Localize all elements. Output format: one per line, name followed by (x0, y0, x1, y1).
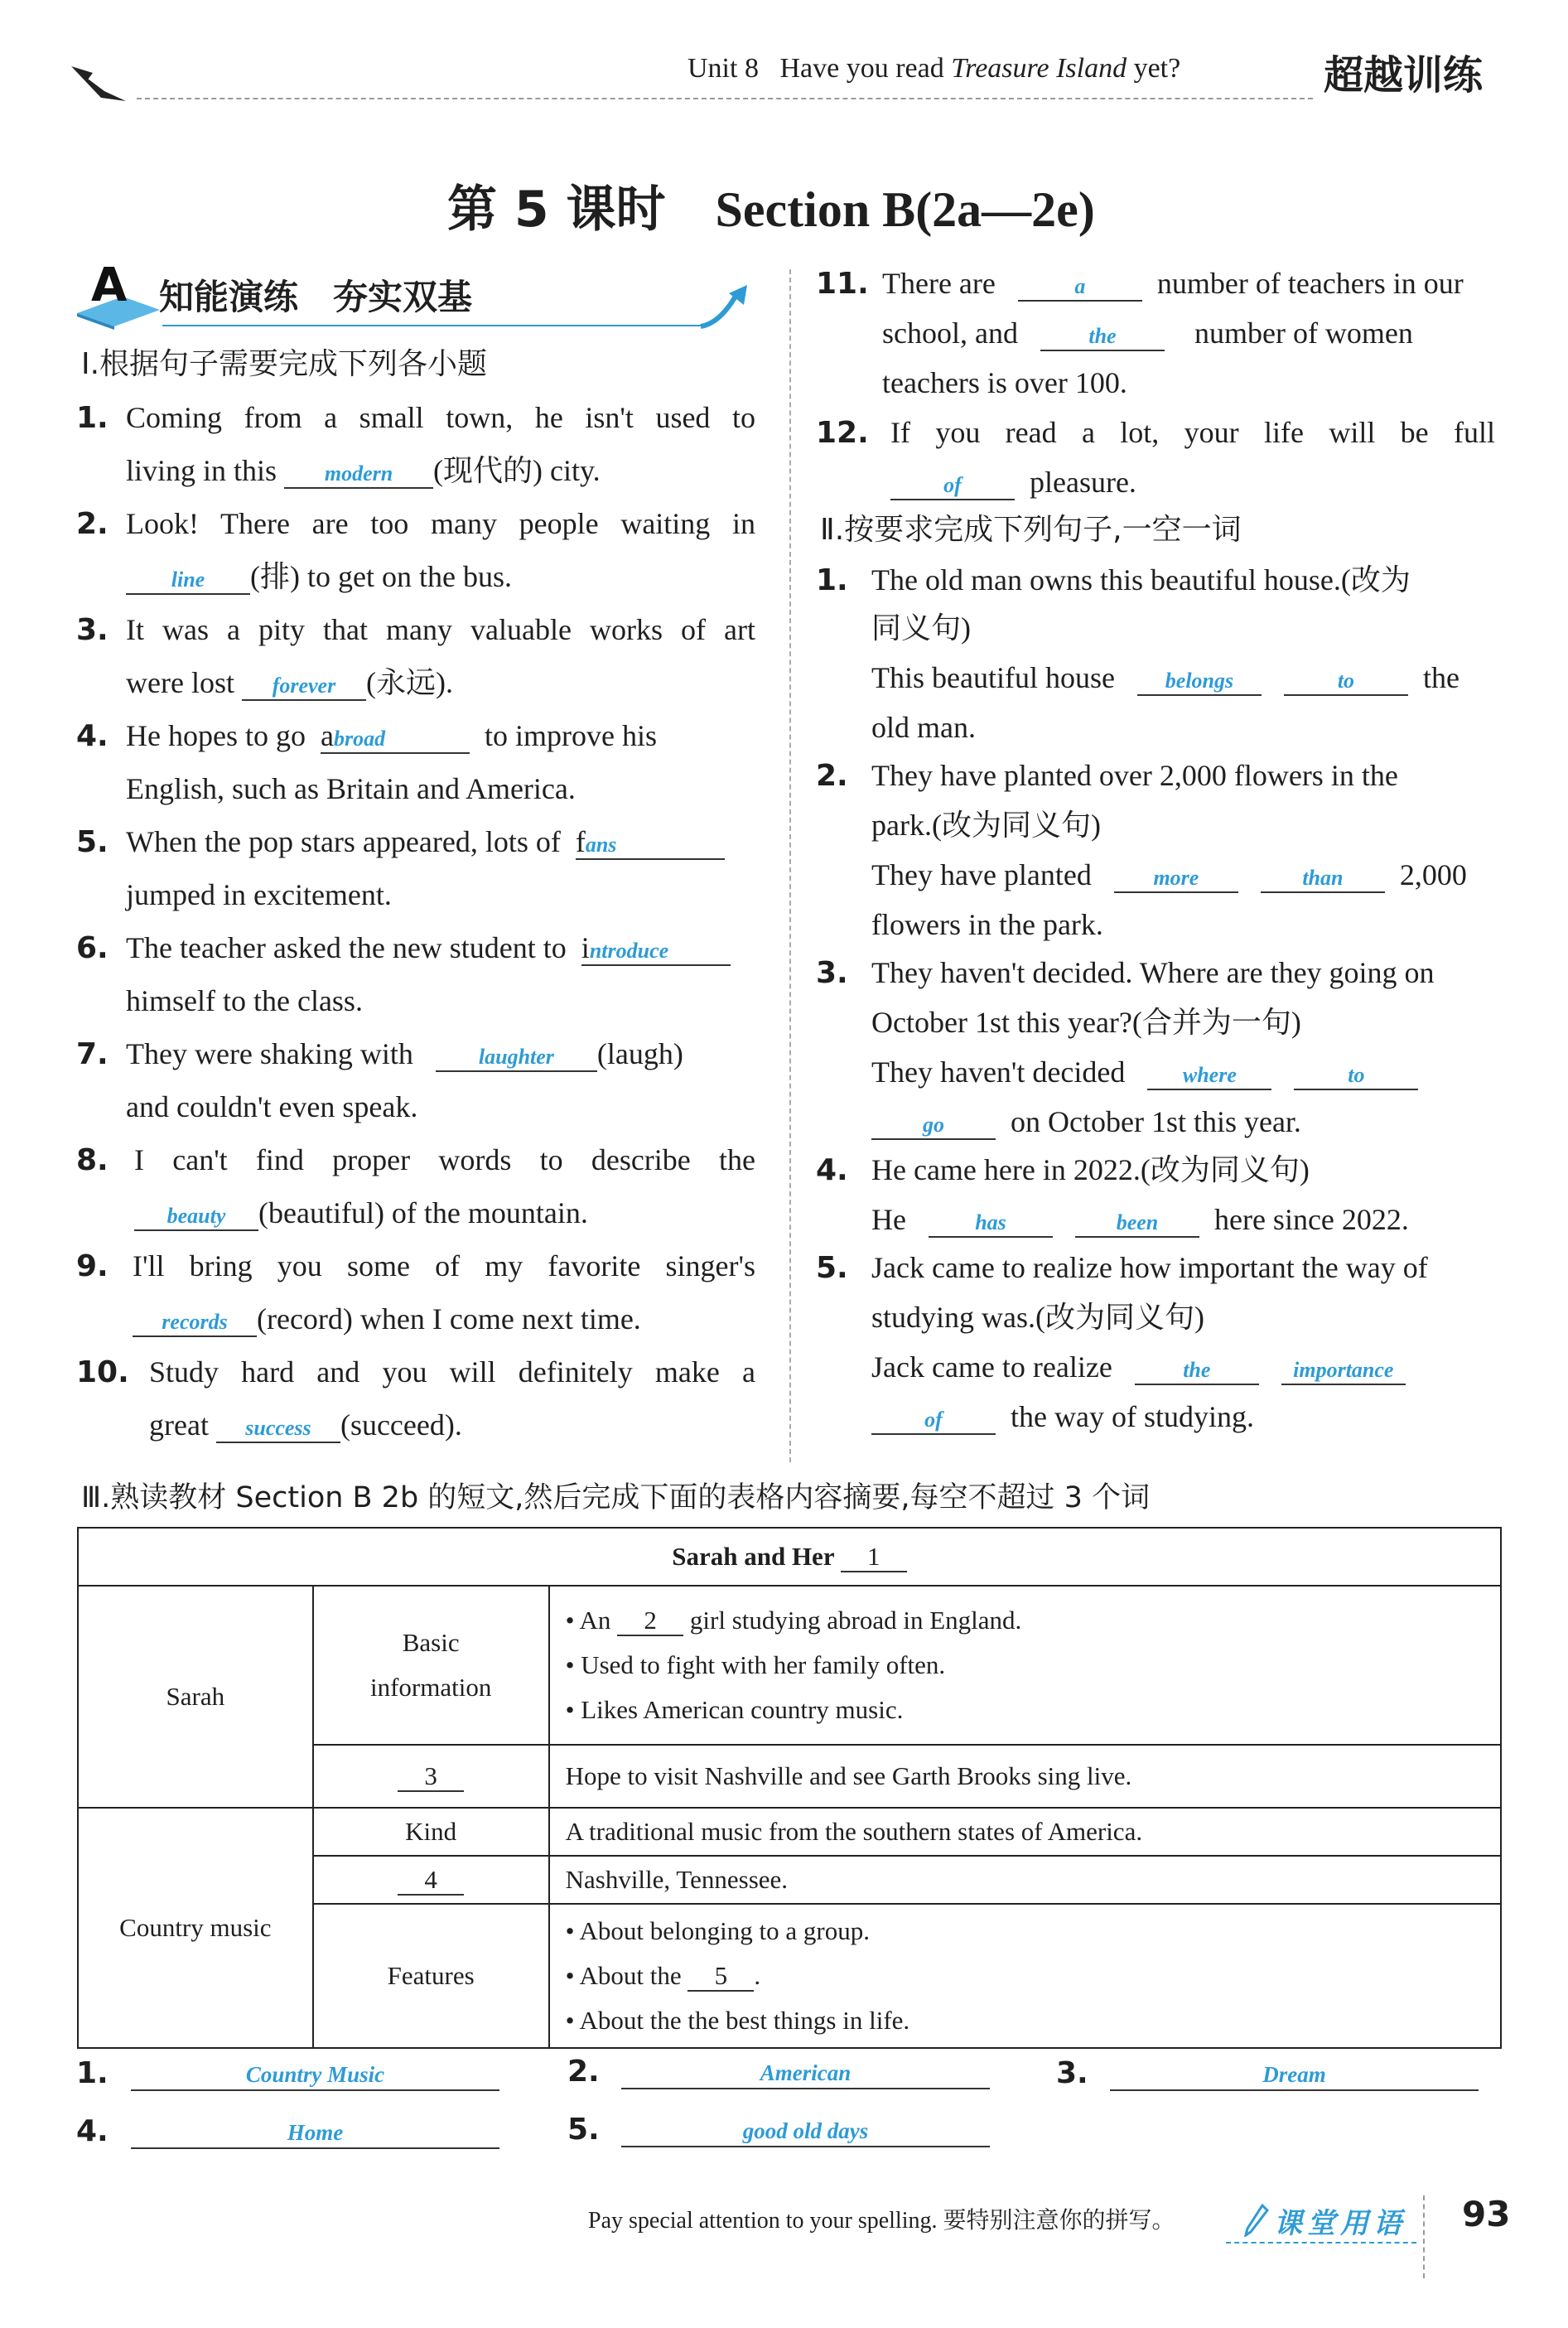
answer-blank[interactable]: ans (585, 833, 617, 857)
answer-blank[interactable]: to (1348, 1063, 1365, 1087)
brand-title: 超越训练 (1324, 52, 1484, 99)
pen-icon (1244, 2204, 1269, 2237)
table-blank[interactable]: 5 (688, 1962, 754, 1992)
answer-blank[interactable]: success (245, 1416, 311, 1440)
answer-blank[interactable]: ntroduce (589, 939, 669, 963)
hope-text: Hope to visit Nashville and see Garth Brooks sing live. (565, 1761, 1132, 1790)
answer-blank[interactable]: go (923, 1113, 944, 1137)
answer-blank[interactable]: to (1337, 669, 1355, 693)
answer-blank[interactable]: beauty (166, 1204, 226, 1228)
answer-blank[interactable]: records (162, 1310, 228, 1334)
answer-line[interactable]: Country Music (245, 2062, 385, 2087)
answer-blank[interactable]: more (1153, 866, 1199, 890)
answer-blank[interactable]: modern (324, 461, 393, 485)
answer-blank[interactable]: the (1183, 1358, 1211, 1382)
basic-info-label: Basic information (313, 1586, 549, 1745)
answer-line[interactable]: American (760, 2060, 852, 2085)
footer-note: Pay special attention to your spelling. 要特别注意你的拼写。 (588, 2208, 1175, 2234)
answer-blank[interactable]: importance (1293, 1358, 1394, 1382)
lesson-title: 第 5 课时 Section B(2a—2e) (447, 181, 1095, 239)
answer-line[interactable]: good old days (742, 2118, 869, 2143)
answer-blank[interactable]: has (975, 1210, 1006, 1234)
answer-blank[interactable]: the (1088, 324, 1117, 348)
answer-blank[interactable]: been (1116, 1210, 1159, 1234)
running-title: Unit 8 Have you read Treasure Island yet? (688, 53, 1181, 84)
row-label-country-music: Country music (78, 1808, 313, 2048)
footer-label: 课堂用语 (1274, 2207, 1406, 2240)
answer-blank[interactable]: line (171, 568, 205, 592)
answer-blank[interactable]: forever (272, 674, 336, 698)
answer-blank[interactable]: a (1074, 274, 1086, 298)
table-title: Sarah and Her 1 (78, 1528, 1501, 1586)
banner-text: 知能演练 夯实双基 (159, 277, 473, 317)
table-blank[interactable]: 1 (841, 1543, 907, 1572)
summary-table (77, 1527, 1502, 2049)
part3-heading: Ⅲ.熟读教材 Section B 2b 的短文,然后完成下面的表格内容摘要,每空不超过 3 个词 (81, 1481, 1151, 1514)
answer-blank[interactable]: of (924, 1408, 943, 1432)
answer-blank[interactable]: broad (333, 727, 386, 751)
curve-arrow-icon (696, 282, 754, 331)
page-number: 93 (1462, 2194, 1511, 2234)
answer-blank[interactable]: laughter (478, 1045, 554, 1069)
banner-letter: A (91, 258, 128, 312)
basic-info-list: • An 2 girl studying abroad in England. • Used to fight with her family often. • Likes American country music. (549, 1586, 1501, 1745)
table-blank[interactable]: 2 (617, 1606, 683, 1636)
kind-value: A traditional music from the southern states of America. (565, 1817, 1143, 1846)
part2-heading: Ⅱ.按要求完成下列句子,一空一词 (820, 513, 1242, 547)
answer-blank[interactable]: of (943, 473, 962, 497)
answer-blank[interactable]: belongs (1165, 669, 1234, 693)
features-list: • About belonging to a group. • About the 5 . • About the the best things in life. (549, 1904, 1501, 2048)
answer-blank[interactable]: than (1302, 866, 1344, 890)
answer-line[interactable]: Dream (1262, 2062, 1326, 2087)
table-blank[interactable]: 3 (398, 1762, 464, 1792)
answer-blank[interactable]: where (1182, 1063, 1237, 1087)
kind-label: Kind (313, 1808, 549, 1856)
answer-line[interactable]: Home (287, 2120, 344, 2145)
row-label-sarah: Sarah (78, 1586, 313, 1808)
place-value: Nashville, Tennessee. (565, 1865, 789, 1894)
features-label: Features (313, 1904, 549, 2048)
back-arrow-icon (68, 58, 134, 108)
part1-heading: Ⅰ.根据句子需要完成下列各小题 (81, 347, 488, 381)
table-blank[interactable]: 4 (398, 1866, 464, 1896)
